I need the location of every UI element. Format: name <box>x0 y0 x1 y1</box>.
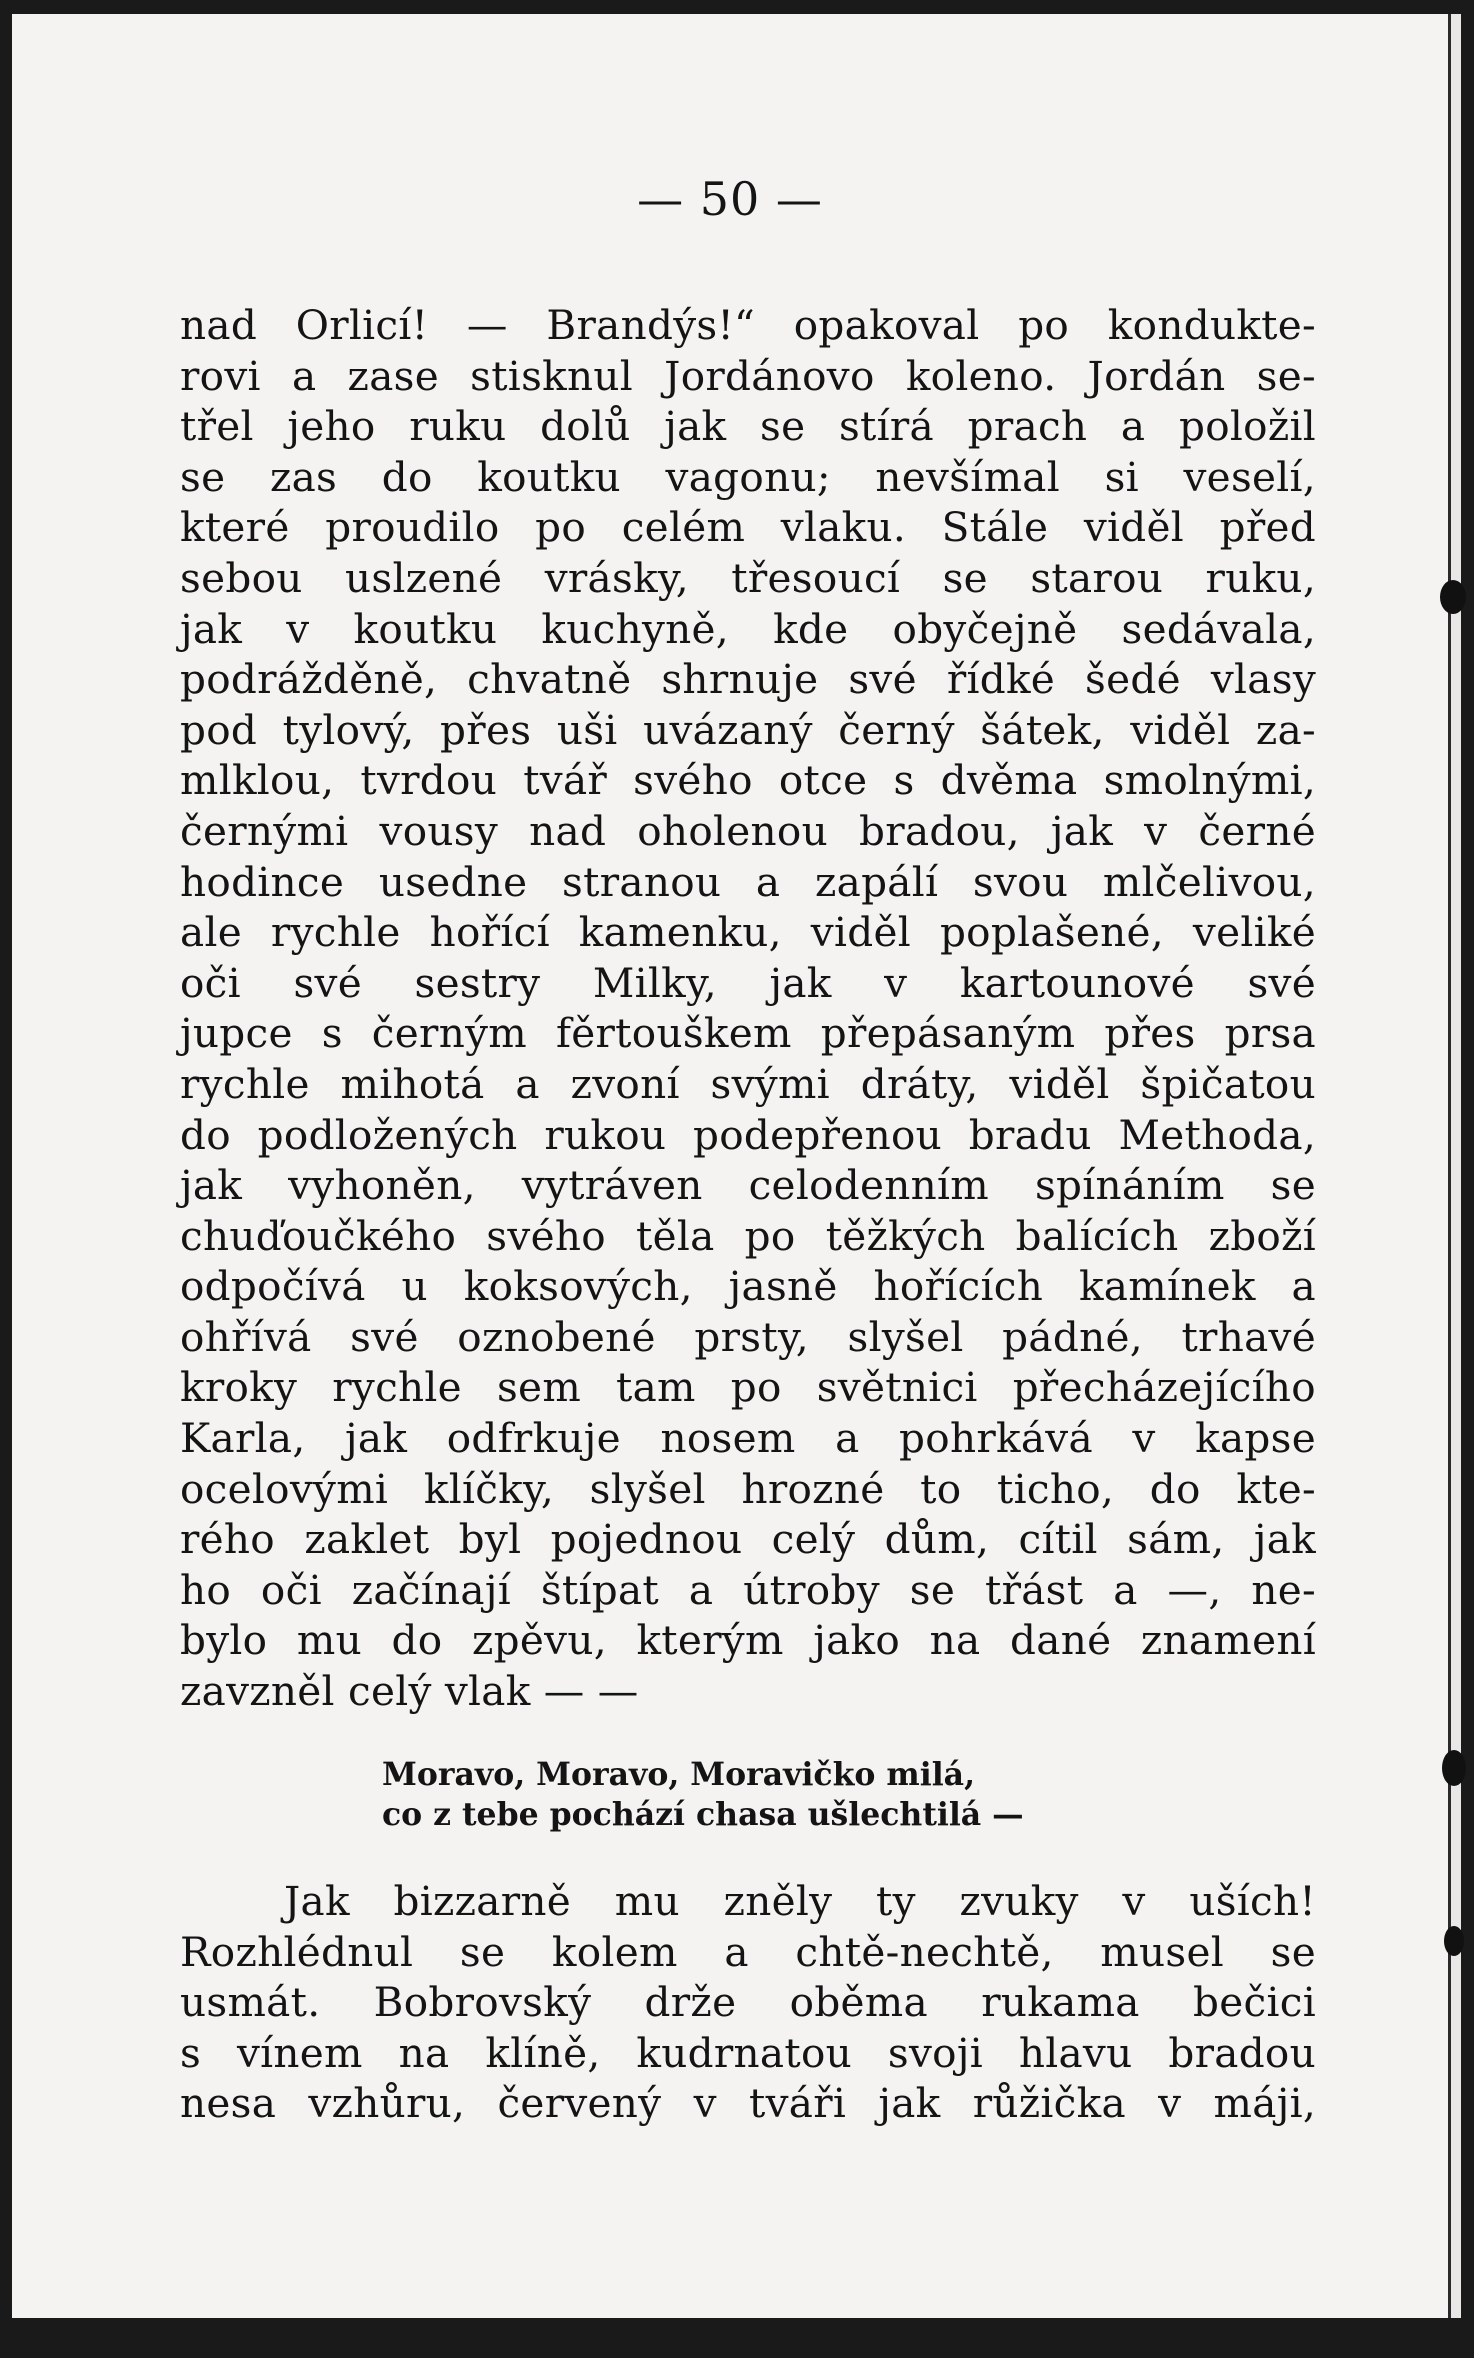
text-line: jak v koutku kuchyně, kde obyčejně sedávala, <box>180 604 1316 653</box>
verse-line: co z tebe pochází chasa ušlechtilá — <box>382 1796 1024 1833</box>
text-line: pod tylový, přes uši uvázaný černý šátek, viděl za- <box>180 705 1316 754</box>
text-line: se zas do koutku vagonu; nevšímal si veselí, <box>180 452 1316 501</box>
text-line: nad Orlicí! — Brandýs!“ opakoval po kondukte- <box>180 301 1316 349</box>
text-line: Karla, jak odfrkuje nosem a pohrkává v kapse <box>180 1414 1316 1463</box>
page-right-edge <box>1448 14 1461 2334</box>
binding-mark <box>1442 1750 1466 1786</box>
text-line: ohřívá své oznobené prsty, slyšel pádné, trhavé <box>180 1312 1316 1361</box>
text-line: mlklou, tvrdou tvář svého otce s dvěma smolnými, <box>180 756 1316 805</box>
text-line: do podložených rukou podepřenou bradu Methoda, <box>180 1110 1316 1159</box>
text-line: odpočívá u koksových, jasně hořících kamínek a <box>180 1262 1316 1311</box>
text-line: chuďoučkého svého těla po těžkých balících zboží <box>180 1211 1316 1260</box>
paragraph-main <box>180 300 1316 1717</box>
text-line: které proudilo po celém vlaku. Stále viděl před <box>180 503 1316 552</box>
text-line: s vínem na klíně, kudrnatou svoji hlavu bradou <box>180 2028 1316 2077</box>
text-line: jupce s černým fěrtouškem přepásaným přes prsa <box>180 1009 1316 1058</box>
text-line: hodince usedne stranou a zapálí svou mlčelivou, <box>180 857 1316 906</box>
text-line: rovi a zase stisknul Jordánovo koleno. Jordán se- <box>180 351 1316 400</box>
binding-mark <box>1444 1926 1464 1956</box>
text-line: sebou uslzené vrásky, třesoucí se starou ruku, <box>180 553 1316 602</box>
text-line: oči své sestry Milky, jak v kartounové své <box>180 958 1316 1007</box>
text-line: ho oči začínají štípat a útroby se třást a —, ne- <box>180 1565 1316 1614</box>
book-page <box>12 14 1448 2334</box>
text-line: ocelovými klíčky, slyšel hrozné to ticho, do kte- <box>180 1464 1316 1513</box>
text-line: rychle mihotá a zvoní svými dráty, viděl špičatou <box>180 1059 1316 1108</box>
page-number: — 50 — <box>637 172 823 226</box>
text-line: jak vyhoněn, vytráven celodenním spínáním se <box>180 1161 1316 1210</box>
text-line: kroky rychle sem tam po světnici přecházejícího <box>180 1363 1316 1412</box>
song-verse <box>382 1755 1024 1835</box>
paragraph-second <box>180 1876 1316 2129</box>
binding-mark <box>1440 580 1466 614</box>
text-line: bylo mu do zpěvu, kterým jako na dané znamení <box>180 1616 1316 1665</box>
text-line: Rozhlédnul se kolem a chtě-nechtě, musel se <box>180 1927 1316 1976</box>
text-line: usmát. Bobrovský drže oběma rukama bečici <box>180 1978 1316 2027</box>
text-line: černými vousy nad oholenou bradou, jak v černé <box>180 806 1316 855</box>
verse-line: Moravo, Moravo, Moravičko milá, <box>382 1756 976 1793</box>
text-line: rého zaklet byl pojednou celý dům, cítil sám, jak <box>180 1515 1316 1564</box>
text-line: Jak bizzarně mu zněly ty zvuky v uších! <box>284 1877 1316 1925</box>
page-bottom-edge <box>0 2318 1474 2358</box>
text-line: třel jeho ruku dolů jak se stírá prach a položil <box>180 402 1316 451</box>
text-line: nesa vzhůru, červený v tváři jak růžička v máji, <box>180 2079 1316 2128</box>
text-line: ale rychle hořící kamenku, viděl poplašené, veliké <box>180 908 1316 957</box>
text-line: zavzněl celý vlak — — <box>180 1667 639 1716</box>
text-line: podrážděně, chvatně shrnuje své řídké šedé vlasy <box>180 655 1316 704</box>
